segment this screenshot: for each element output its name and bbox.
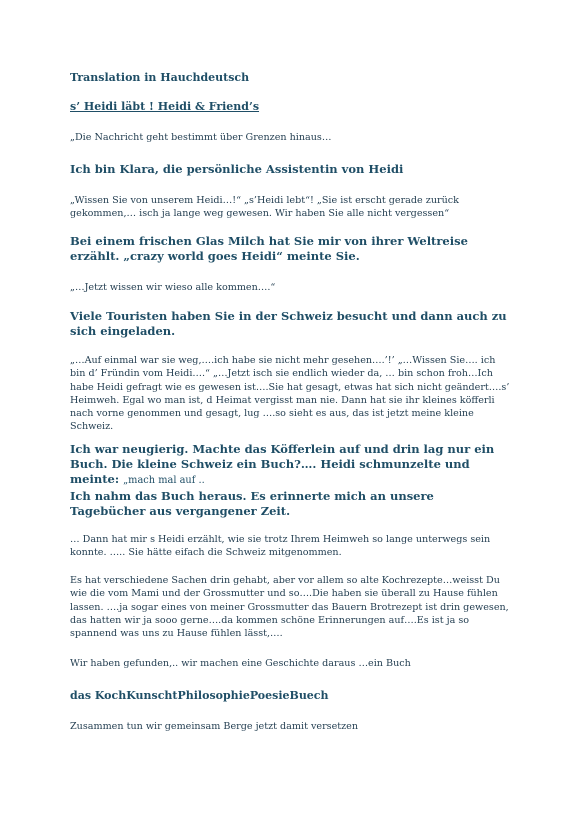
paragraph-gefunden: Wir haben gefunden,.. wir machen eine Geschichte daraus …ein Buch <box>70 658 411 669</box>
heading-neugierig-text: Ich war neugierig. Machte das Köfferlein auf und drin lag nur ein Buch. Die kleine Schweiz ein Buch?…. Heidi schmunzelte und meinte: <box>70 442 495 486</box>
document-subtitle: s’ Heidi läbt ! Heidi & Friend’s <box>70 100 260 113</box>
heading-milch: Bei einem frischen Glas Milch hat Sie mir von ihrer Weltreise erzählt. „crazy world goes Heidi“ meinte Sie. <box>70 234 468 263</box>
intro-paragraph: „Die Nachricht geht bestimmt über Grenzen hinaus… <box>70 132 332 143</box>
heading-buch: Ich nahm das Buch heraus. Es erinnerte mich an unsere Tagebücher aus vergangener Zeit. <box>70 489 434 518</box>
paragraph-sachen: Es hat verschiedene Sachen drin gehabt, aber vor allem so alte Kochrezepte…weisst Du wie die vom Mami und der Grossmutter und so….Die haben sie überall zu Hause fühlen lassen. ….ja sogar eines von meiner Grossmutter das Bauern Brotrezept ist drin gewesen, das hatten wir ja sooo gerne….da kommen schöne Erinnerungen auf….Es ist ja so spannend was uns zu Hause fühlen lässt,…. <box>70 575 509 640</box>
heading-kochbuch: das KochKunschtPhilosophiePoesieBuech <box>70 689 329 702</box>
paragraph-berge: Zusammen tun wir gemeinsam Berge jetzt damit versetzen <box>70 721 359 732</box>
heading-neugierig-quote: „mach mal auf .. <box>123 475 205 486</box>
heading-touristen: Viele Touristen haben Sie in der Schweiz besucht und dann auch zu sich eingeladen. <box>70 309 507 338</box>
document-title: Translation in Hauchdeutsch <box>70 71 250 84</box>
paragraph-heimweh: … Dann hat mir s Heidi erzählt, wie sie trotz Ihrem Heimweh so lange unterwegs sein konnte. ….. Sie hätte eifach die Schweiz mitgenommen. <box>70 534 491 559</box>
paragraph-weg: „…Auf einmal war sie weg,….ich habe sie nicht mehr gesehen….’!’ „…Wissen Sie…. ich bin d’ Fründin vom Heidi….“ „…Jetzt isch sie endlich wieder da, … bin schon froh…Ich habe Heidi gefragt wie es gewesen ist….Sie hat gesagt, etwas hat sich nicht geändert….s’ Heimweh. Egal wo man ist, d Heimat vergisst man nie. Dann hat sie ihr kleines köfferli nach vorne genommen und gesagt, lug ….so sieht es aus, das ist jetzt meine kleine Schweiz. <box>70 355 510 433</box>
heading-klara: Ich bin Klara, die persönliche Assistentin von Heidi <box>70 162 404 176</box>
heading-neugierig <box>70 442 510 488</box>
paragraph-jetzt: „…Jetzt wissen wir wieso alle kommen….“ <box>70 282 276 293</box>
paragraph-klara: „Wissen Sie von unserem Heidi…!“ „s’Heidi lebt“! „Sie ist erscht gerade zurück gekommen,… isch ja lange weg gewesen. Wir haben Sie alle nicht vergessen“ <box>70 195 459 220</box>
